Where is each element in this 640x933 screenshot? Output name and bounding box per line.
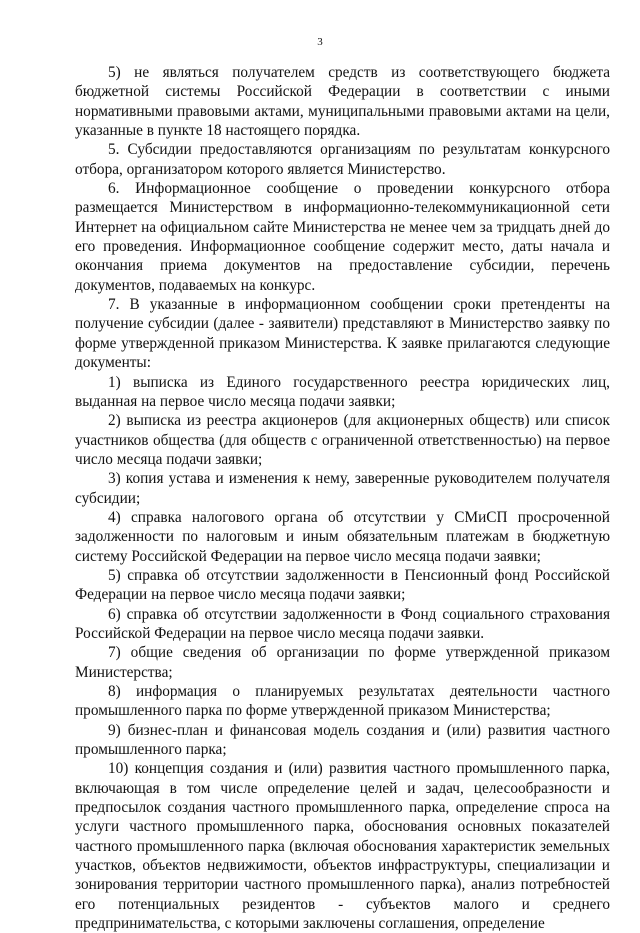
page-number: 3 [317, 36, 323, 48]
paragraph: 4) справка налогового органа об отсутствии у СМиСП просроченной задолженности по налоговым и иным обязательным платежам в бюджетную систему Российской Федерации на первое число месяца подачи заявки; [75, 508, 610, 565]
paragraph: 3) копия устава и изменения к нему, заверенные руководителем получателя субсидии; [75, 470, 610, 507]
paragraph: 5) справка об отсутствии задолженности в Пенсионный фонд Российской Федерации на первое число месяца подачи заявки; [75, 566, 610, 604]
paragraph: 1) выписка из Единого государственного реестра юридических лиц, выданная на первое число месяца подачи заявки; [75, 373, 610, 410]
paragraph: 6) справка об отсутствии задолженности в Фонд социального страхования Российской Федерации на первое число месяца подачи заявки. [75, 605, 610, 642]
paragraph: 5) не являться получателем средств из соответствующего бюджета бюджетной системы Российской Федерации в соответствии с иными нормативными правовыми актами, муниципальными правовыми актами на цели, указанные в пункте 18 настоящего порядка. [75, 64, 610, 140]
paragraph: 7) общие сведения об организации по форме утвержденной приказом Министерства; [75, 644, 610, 681]
paragraph: 10) концепция создания и (или) развития частного промышленного парка, включающая в том числе определение целей и задач, целесообразности и предпосылок создания частного промышленного парка, определение спроса на услуги частного промышленного парка, обоснования основных показателей частного промышленного парка (включая обоснования характеристик земельных участков, объектов недвижимости, объектов инфраструктуры, специализации и зонирования территории частного промышленного парка), анализ потребностей его потенциальных резидентов - субъектов малого и среднего предпринимательства, с которыми заключены соглашения, определение [75, 760, 610, 933]
paragraph: 2) выписка из реестра акционеров (для акционерных обществ) или список участников общества (для обществ с ограниченной ответственностью) на первое число месяца подачи заявки; [75, 412, 610, 468]
paragraph: 7. В указанные в информационном сообщении сроки претенденты на получение субсидии (далее - заявители) представляют в Министерство заявку по форме утвержденной приказом Министерства. К заявке прилагаются следующие документы: [75, 296, 610, 372]
paragraph: 6. Информационное сообщение о проведении конкурсного отбора размещается Министерством в информационно-телекоммуникационной сети Интернет на официальном сайте Министерства не менее чем за тридцать дней до его проведения. Информационное сообщение содержит место, даты начала и окончания приема документов на предоставление субсидии, перечень документов, подаваемых на конкурс. [75, 180, 610, 294]
document-body [75, 63, 610, 933]
paragraph: 8) информация о планируемых результатах деятельности частного промышленного парка по форме утвержденной приказом Министерства; [75, 683, 610, 720]
paragraph: 9) бизнес-план и финансовая модель создания и (или) развития частного промышленного парка; [75, 721, 610, 759]
paragraph: 5. Субсидии предоставляются организациям по результатам конкурсного отбора, организатором которого является Министерство. [75, 141, 610, 178]
